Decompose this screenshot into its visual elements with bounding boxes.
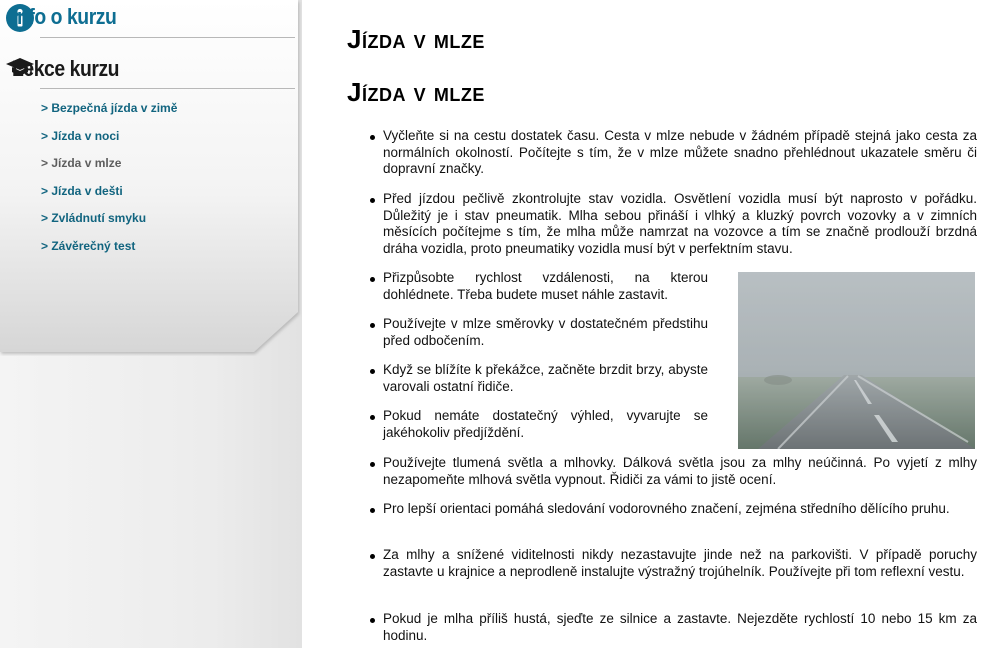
list-item: Před jízdou pečlivě zkontrolujte stav vozidla. Osvětlení vozidla musí být naprosto v pořádku. Důležitý je i stav pneumatik. Mlha sebou přináší i vlhký a kluzký povrch vozovky a v zimních měsících počítejme s tím, že mlha může namrzat na vozovce a tím se značně prodlouží brzdná dráha vozidla, proto pneumatiky vozidla musí být v perfektním stavu.: [383, 191, 977, 256]
divider: [40, 88, 295, 89]
divider: [40, 37, 295, 38]
lesson-link-jizda-v-desti[interactable]: > Jízda v dešti: [41, 183, 123, 198]
list-item: Přizpůsobte rychlost vzdálenosti, na kterou dohlédnete. Třeba budete muset náhle zastavit.: [383, 270, 708, 302]
list-item: Za mlhy a snížené viditelnosti nikdy nezastavujte jinde než na parkovišti. V případě poruchy zastavte u krajnice a neprodleně instalujte výstražný trojúhelník. Používejte při tom reflexní vestu.: [383, 547, 977, 579]
list-item: Pokud je mlha příliš hustá, sjeďte ze silnice a zastavte. Nejezděte rychlostí 10 nebo 15 km za hodinu.: [383, 611, 977, 643]
fog-road-image: [738, 272, 975, 449]
lesson-link-zaverecny-test[interactable]: > Závěrečný test: [41, 238, 136, 253]
lekce-kurzu-heading: [6, 56, 134, 82]
list-item: Pro lepší orientaci pomáhá sledování vodorovného značení, zejména středního dělícího pruhu.: [383, 501, 977, 518]
fog-road-photo: [738, 272, 975, 449]
sidebar: [0, 0, 302, 648]
page-title: Jízda v mlze: [347, 24, 485, 54]
sidebar-panel: [0, 0, 300, 352]
lekce-kurzu-title: Lekce kurzu: [12, 56, 120, 81]
list-item: Když se blížíte k překážce, začněte brzdit brzy, abyste varovali ostatní řidiče.: [383, 362, 708, 394]
lesson-list: [41, 101, 177, 266]
list-item: Používejte v mlze směrovky v dostatečném předstihu před odbočením.: [383, 316, 708, 348]
lesson-link-zvladnuti-smyku[interactable]: > Zvládnutí smyku: [41, 211, 147, 225]
lesson-link-jizda-v-noci[interactable]: > Jízda v noci: [41, 128, 120, 143]
lesson-link-jizda-v-mlze[interactable]: > Jízda v mlze: [41, 156, 122, 170]
list-item: Pokud nemáte dostatečný výhled, vyvarujte se jakéhokoliv předjíždění.: [383, 408, 708, 440]
info-o-kurzu-title: Info o kurzu: [12, 4, 117, 29]
list-item: Vyčleňte si na cestu dostatek času. Cesta v mlze nebude v žádném případě stejná jako cesta za normálních okolností. Počítejte s tím, že v mlze můžete snadno přehlédnout ukazatele směru či dopravní značky.: [383, 128, 977, 176]
section-title: Jízda v mlze: [347, 77, 485, 107]
lesson-link-bezpecna-jizda-v-zime[interactable]: > Bezpečná jízda v zimě: [41, 101, 178, 115]
list-item: Používejte tlumená světla a mlhovky. Dálková světla jsou za mlhy neúčinná. Po vyjetí z mlhy nezapomeňte mlhová světla vypnout. Řidiči za vámi to jistě ocení.: [383, 455, 977, 487]
info-o-kurzu-link[interactable]: [6, 4, 131, 30]
